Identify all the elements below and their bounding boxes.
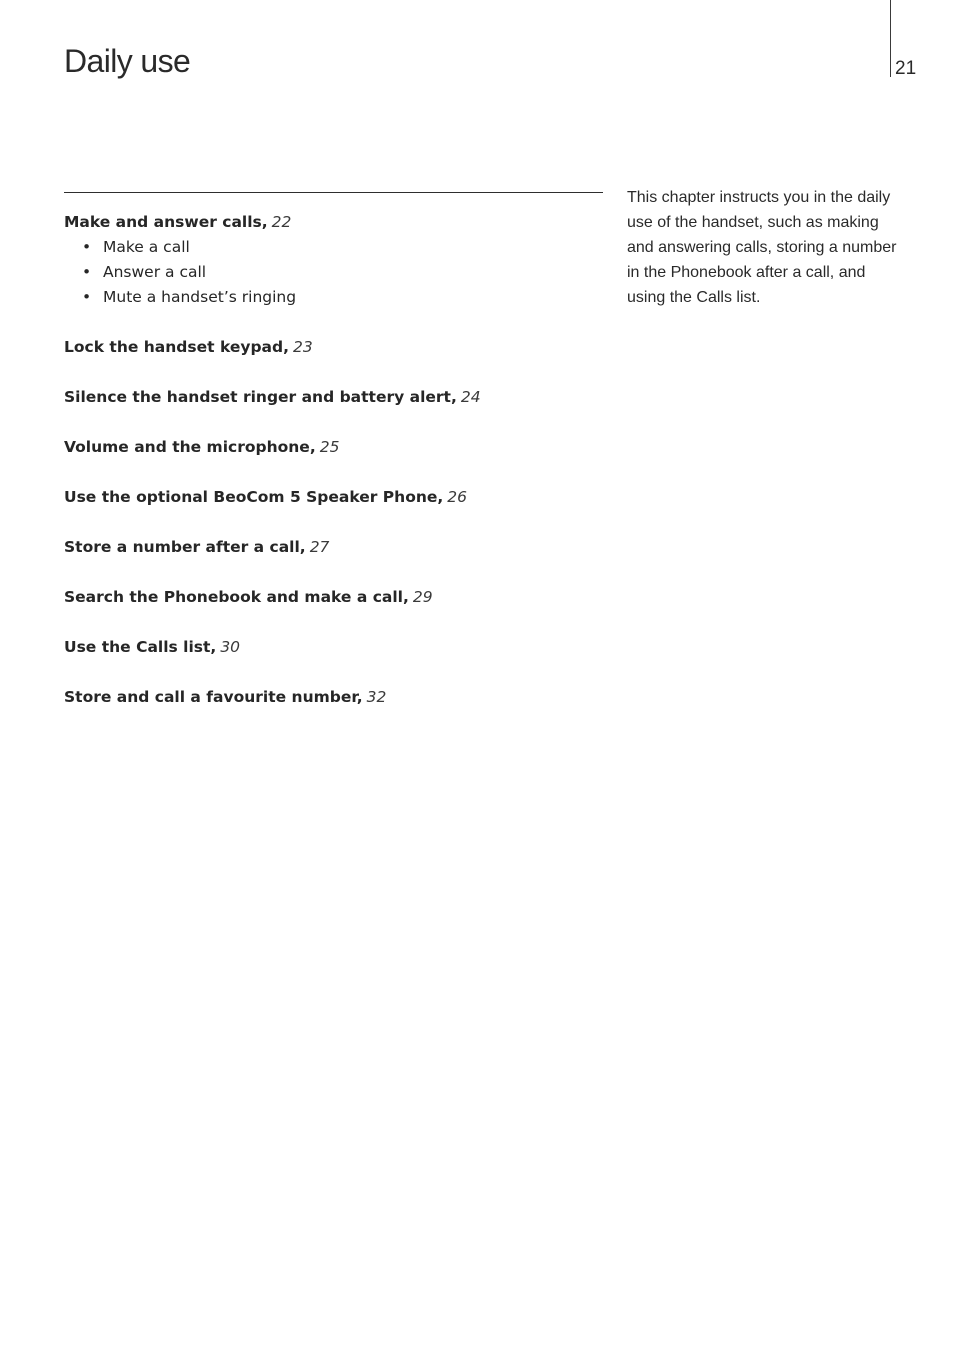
toc-sublist (64, 235, 604, 310)
toc-page-number: 30 (220, 638, 241, 656)
toc-heading[interactable] (64, 685, 604, 710)
toc-subitem-label: Make a call (103, 238, 190, 256)
toc-entry-speaker-phone (64, 485, 604, 510)
toc-entry-make-and-answer-calls (64, 210, 604, 310)
toc-subitem-label: Mute a handset’s ringing (103, 288, 297, 306)
toc-page-number: 32 (366, 688, 387, 706)
toc-heading-text: Make and answer calls, (64, 213, 268, 231)
toc-entry-favourite-number (64, 685, 604, 710)
toc-heading-text: Lock the handset keypad, (64, 338, 289, 356)
toc-page-number: 23 (293, 338, 313, 356)
toc-entry-store-number (64, 535, 604, 560)
page-title: Daily use (64, 43, 191, 79)
toc-heading[interactable] (64, 585, 604, 610)
bullet-icon: • (82, 263, 92, 281)
toc-heading-text: Search the Phonebook and make a call, (64, 588, 409, 606)
toc-entry-search-phonebook (64, 585, 604, 610)
toc-heading[interactable] (64, 485, 604, 510)
toc-heading-text: Volume and the microphone, (64, 438, 316, 456)
toc-page-number: 26 (447, 488, 468, 506)
table-of-contents (64, 210, 604, 735)
toc-heading[interactable] (64, 435, 604, 460)
toc-heading-text: Store a number after a call, (64, 538, 306, 556)
toc-subitem-label: Answer a call (103, 263, 207, 281)
page-number-divider (890, 0, 891, 77)
toc-subitem-mute-ringing[interactable] (64, 285, 604, 310)
toc-entry-silence-ringer (64, 385, 604, 410)
toc-page-number: 29 (412, 588, 433, 606)
bullet-icon: • (82, 238, 92, 256)
toc-heading-text: Store and call a favourite number, (64, 688, 363, 706)
toc-entry-volume-microphone (64, 435, 604, 460)
toc-heading[interactable] (64, 635, 604, 660)
bullet-icon: • (82, 288, 92, 306)
toc-entry-calls-list (64, 635, 604, 660)
toc-top-rule (64, 192, 603, 193)
toc-heading[interactable] (64, 335, 604, 360)
toc-page-number: 27 (309, 538, 330, 556)
toc-page-number: 22 (271, 213, 292, 231)
toc-subitem-answer-a-call[interactable] (64, 260, 604, 285)
toc-heading-text: Use the Calls list, (64, 638, 217, 656)
toc-heading[interactable] (64, 210, 604, 235)
toc-heading[interactable] (64, 385, 604, 410)
chapter-intro-text: This chapter instructs you in the daily use of the handset, such as making and answering calls, storing a number in the Phonebook after a call, and using the Calls list. (627, 189, 897, 306)
toc-page-number: 24 (460, 388, 481, 406)
toc-page-number: 25 (319, 438, 340, 456)
toc-heading[interactable] (64, 535, 604, 560)
toc-heading-text: Use the optional BeoCom 5 Speaker Phone, (64, 488, 444, 506)
page-number: 21 (895, 58, 917, 79)
toc-entry-lock-keypad (64, 335, 604, 360)
toc-heading-text: Silence the handset ringer and battery alert, (64, 388, 457, 406)
toc-subitem-make-a-call[interactable] (64, 235, 604, 260)
